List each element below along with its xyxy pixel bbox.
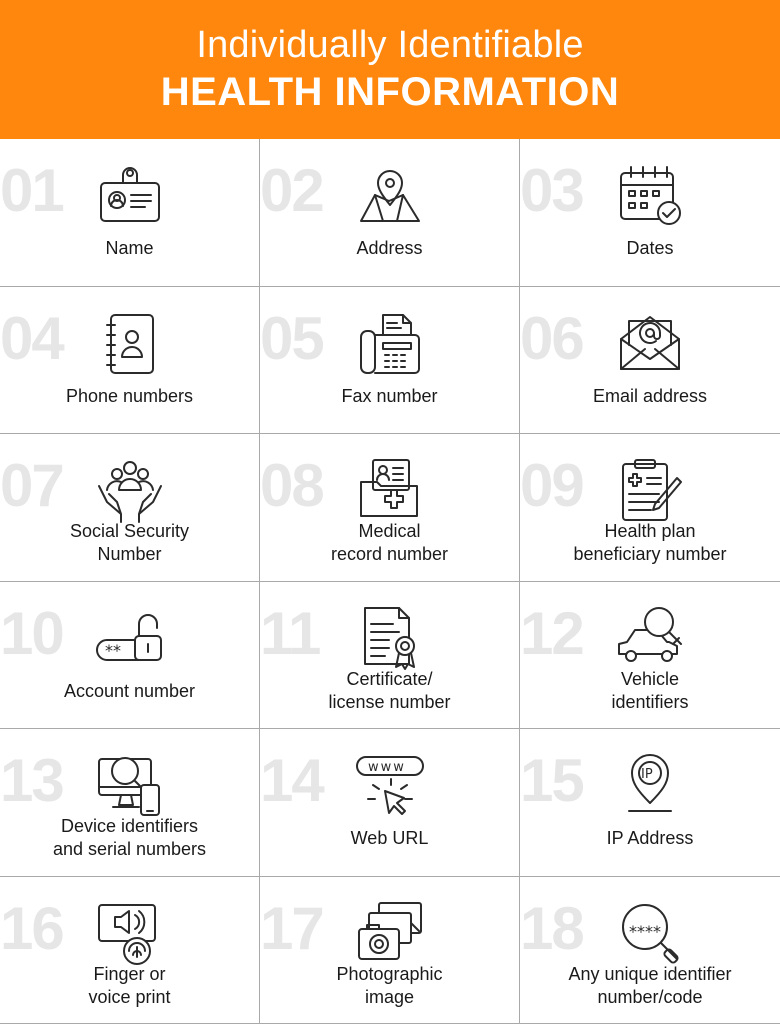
fax-machine-icon	[355, 309, 425, 379]
item-label: Medical record number	[330, 521, 449, 564]
identifier-card	[260, 434, 520, 582]
calendar-check-icon	[615, 161, 685, 231]
map-pin-icon	[355, 161, 425, 231]
item-number: 14	[260, 747, 323, 814]
car-magnifier-icon	[615, 604, 685, 674]
item-label: Web URL	[350, 828, 429, 848]
email-envelope-icon	[615, 309, 685, 379]
photo-camera-icon	[355, 899, 425, 969]
item-label: Dates	[626, 238, 674, 258]
item-label: Email address	[592, 385, 708, 406]
identifier-card	[0, 287, 260, 435]
header-banner	[0, 0, 780, 139]
item-number: 02	[260, 157, 323, 224]
people-hands-icon	[95, 456, 165, 526]
identifier-card	[260, 729, 520, 877]
item-number: 18	[520, 894, 583, 962]
medical-folder-icon	[355, 456, 425, 526]
identifier-card	[0, 877, 260, 1024]
header-title: HEALTH INFORMATION	[160, 70, 620, 114]
item-number: 04	[0, 304, 63, 372]
identifier-card	[520, 139, 780, 287]
item-number: 01	[0, 157, 63, 224]
item-label: Health plan beneficiary number	[573, 521, 727, 564]
item-label: Phone numbers	[65, 385, 194, 406]
identifier-card	[0, 729, 260, 877]
item-number: 03	[520, 157, 583, 224]
fingerprint-voice-icon	[95, 899, 165, 969]
www-cursor-icon	[355, 751, 425, 821]
identifier-card	[0, 582, 260, 730]
item-label: Photographic image	[336, 963, 443, 1007]
code-magnifier-icon	[615, 899, 685, 969]
item-number: 06	[520, 304, 583, 372]
clipboard-pen-icon	[615, 456, 685, 526]
item-number: 11	[260, 599, 320, 667]
item-number: 08	[260, 452, 323, 519]
item-number: 10	[0, 599, 63, 667]
identifier-card	[520, 434, 780, 582]
item-label: Fax number	[341, 385, 438, 406]
item-label: Finger or voice print	[88, 963, 171, 1007]
item-number: 07	[0, 452, 63, 519]
item-label: IP Address	[606, 828, 694, 848]
devices-magnifier-icon	[95, 751, 165, 821]
ip-pin-icon	[615, 751, 685, 821]
password-lock-icon	[95, 604, 165, 674]
item-number: 17	[260, 894, 323, 962]
item-number: 15	[520, 747, 583, 814]
certificate-icon	[355, 604, 425, 674]
identifier-card	[0, 434, 260, 582]
identifier-card	[0, 139, 260, 287]
identifier-grid	[0, 139, 780, 1024]
identifier-card	[520, 729, 780, 877]
identifier-card	[260, 877, 520, 1024]
identifier-card	[260, 139, 520, 287]
item-label: Any unique identifier number/code	[568, 963, 732, 1007]
item-label: Account number	[63, 680, 196, 701]
item-label: Certificate/ license number	[328, 668, 451, 712]
item-number: 12	[520, 599, 583, 667]
item-number: 13	[0, 747, 63, 814]
identifier-card	[260, 287, 520, 435]
svg-text:**: **	[105, 640, 121, 660]
identifier-card	[520, 582, 780, 730]
item-number: 09	[520, 452, 583, 519]
identifier-card	[260, 582, 520, 730]
identifier-card	[520, 287, 780, 435]
item-label: Social Security Number	[69, 521, 190, 564]
item-number: 05	[260, 304, 323, 372]
header-subtitle: Individually Identifiable	[196, 24, 584, 66]
svg-text:IP: IP	[641, 767, 653, 782]
item-label: Address	[356, 238, 423, 258]
item-label: Device identifiers and serial numbers	[52, 816, 207, 859]
identifier-card	[520, 877, 780, 1024]
contact-book-icon	[95, 309, 165, 379]
item-number: 16	[0, 894, 63, 962]
item-label: Name	[105, 238, 154, 258]
svg-text:www: www	[368, 760, 406, 775]
svg-text:****: ****	[629, 921, 661, 941]
item-label: Vehicle identifiers	[611, 668, 689, 712]
id-badge-icon	[95, 161, 165, 231]
